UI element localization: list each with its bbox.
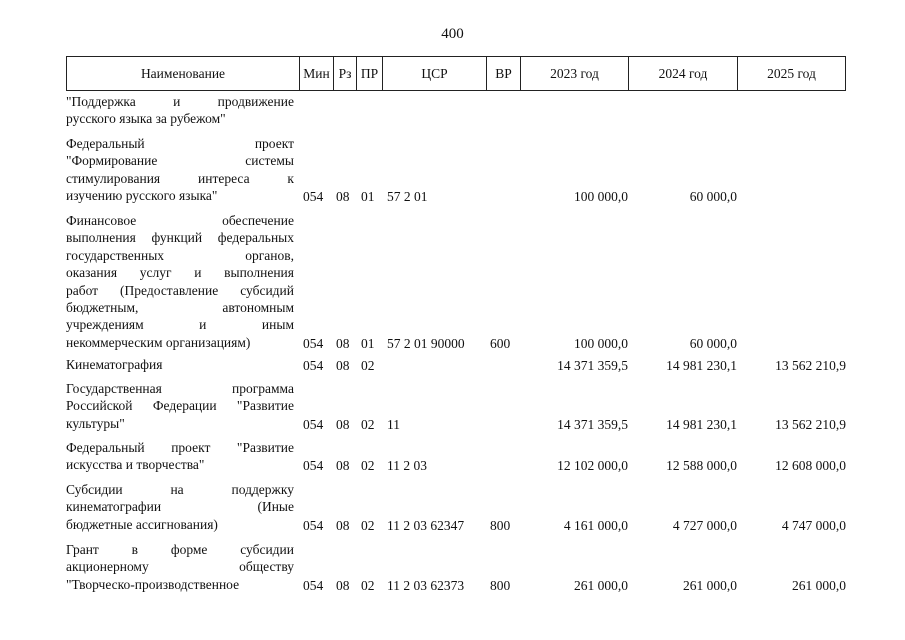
- row-name-line: изучению русского языка": [66, 188, 218, 204]
- cell-2024: 14 981 230,1: [666, 357, 737, 373]
- row-name-line: "Поддержка и продвижение: [66, 94, 294, 109]
- cell-vr: 600: [490, 335, 511, 351]
- cell-min: 054: [303, 357, 324, 373]
- row-name-line: стимулирования интереса к: [66, 170, 294, 186]
- cell-rz: 08: [336, 357, 350, 373]
- cell-2024: 14 981 230,1: [666, 416, 737, 432]
- row-name-line: выполнения функций федеральных: [66, 230, 294, 246]
- table-row: [66, 356, 846, 374]
- cell-vr: 800: [490, 517, 511, 533]
- row-name: [66, 356, 294, 373]
- cell-2023: 100 000,0: [574, 188, 628, 204]
- cell-min: 054: [303, 188, 324, 204]
- row-name-line: кинематографии (Иные: [66, 499, 294, 515]
- cell-2023: 261 000,0: [574, 577, 628, 593]
- row-name: [66, 212, 294, 351]
- row-name-line: бюджетным, автономным: [66, 300, 294, 316]
- cell-2023: 12 102 000,0: [557, 457, 628, 473]
- header-2024: 2024 год: [629, 57, 738, 90]
- table-row: [66, 481, 846, 534]
- table-row: [66, 439, 846, 474]
- table-row: [66, 93, 846, 128]
- header-name: Наименование: [67, 57, 300, 90]
- cell-pr: 02: [361, 457, 375, 473]
- row-name-line: Российской Федерации "Развитие: [66, 398, 294, 414]
- cell-csr: 11 2 03 62347: [387, 517, 465, 533]
- cell-2023: 4 161 000,0: [563, 517, 628, 533]
- cell-rz: 08: [336, 517, 350, 533]
- row-name: [66, 481, 294, 533]
- cell-2025: 13 562 210,9: [775, 357, 846, 373]
- row-name: [66, 380, 294, 432]
- cell-2024: 60 000,0: [689, 188, 737, 204]
- cell-csr: 57 2 01: [387, 188, 428, 204]
- row-name-line: Финансовое обеспечение: [66, 213, 294, 228]
- row-name-line: акционерному обществу: [66, 559, 294, 575]
- cell-rz: 08: [336, 188, 350, 204]
- row-name-line: работ (Предоставление субсидий: [66, 282, 294, 298]
- header-2025: 2025 год: [767, 66, 816, 81]
- cell-pr: 02: [361, 517, 375, 533]
- cell-2025: 261 000,0: [792, 577, 846, 593]
- cell-2024: 60 000,0: [689, 335, 737, 351]
- cell-rz: 08: [336, 335, 350, 351]
- row-name-line: Кинематография: [66, 357, 163, 372]
- cell-2025: 4 747 000,0: [781, 517, 846, 533]
- row-name-line: государственных органов,: [66, 247, 294, 263]
- table-header: [66, 56, 846, 91]
- table-row: [66, 135, 846, 205]
- cell-rz: 08: [336, 577, 350, 593]
- page-number: 400: [441, 26, 464, 42]
- header-csr: ЦСР: [383, 57, 487, 90]
- cell-csr: 11: [387, 416, 400, 432]
- cell-2023: 14 371 359,5: [557, 357, 628, 373]
- header-rz: Рз: [334, 57, 357, 90]
- header-pr: ПР: [357, 57, 383, 90]
- cell-csr: 57 2 01 90000: [387, 335, 465, 351]
- cell-2023: 100 000,0: [574, 335, 628, 351]
- row-name-line: Субсидии на поддержку: [66, 482, 294, 497]
- cell-2024: 12 588 000,0: [666, 457, 737, 473]
- row-name-line: искусства и творчества": [66, 457, 205, 473]
- cell-vr: 800: [490, 577, 511, 593]
- header-2023: 2023 год: [521, 57, 629, 90]
- row-name-line: Грант в форме субсидии: [66, 542, 294, 557]
- row-name-line: "Формирование системы: [66, 153, 294, 169]
- row-name-line: Государственная программа: [66, 381, 294, 396]
- cell-min: 054: [303, 457, 324, 473]
- cell-min: 054: [303, 335, 324, 351]
- row-name-line: культуры": [66, 415, 125, 431]
- header-vr: ВР: [487, 57, 521, 90]
- row-name-line: "Творческо-производственное: [66, 576, 240, 592]
- cell-min: 054: [303, 577, 324, 593]
- cell-2025: 13 562 210,9: [775, 416, 846, 432]
- cell-2024: 4 727 000,0: [672, 517, 737, 533]
- table-row: [66, 541, 846, 594]
- header-min: Мин: [300, 57, 334, 90]
- cell-rz: 08: [336, 416, 350, 432]
- cell-pr: 02: [361, 416, 375, 432]
- row-name: [66, 541, 294, 593]
- row-name-line: некоммерческим организациям): [66, 334, 251, 350]
- row-name: [66, 439, 294, 474]
- cell-pr: 02: [361, 577, 375, 593]
- cell-2024: 261 000,0: [683, 577, 737, 593]
- cell-pr: 01: [361, 335, 375, 351]
- row-name-line: оказания услуг и выполнения: [66, 265, 294, 281]
- row-name-line: Федеральный проект "Развитие: [66, 440, 294, 455]
- cell-pr: 02: [361, 357, 375, 373]
- row-name: [66, 135, 294, 205]
- table-row: [66, 212, 846, 352]
- table-row: [66, 380, 846, 433]
- cell-csr: 11 2 03 62373: [387, 577, 465, 593]
- row-name-line: бюджетные ассигнования): [66, 516, 218, 532]
- cell-min: 054: [303, 416, 324, 432]
- cell-min: 054: [303, 517, 324, 533]
- cell-2023: 14 371 359,5: [557, 416, 628, 432]
- cell-csr: 11 2 03: [387, 457, 427, 473]
- row-name-line: учреждениям и иным: [66, 317, 294, 333]
- cell-pr: 01: [361, 188, 375, 204]
- row-name-line: Федеральный проект: [66, 136, 294, 151]
- row-name-line: русского языка за рубежом": [66, 111, 226, 127]
- row-name: [66, 93, 294, 128]
- cell-rz: 08: [336, 457, 350, 473]
- cell-2025: 12 608 000,0: [775, 457, 846, 473]
